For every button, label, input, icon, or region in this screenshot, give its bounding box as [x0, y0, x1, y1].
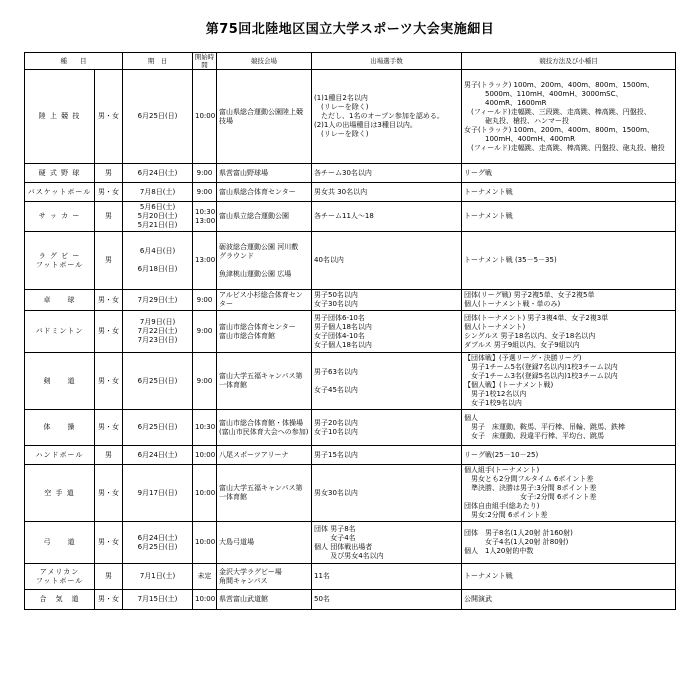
method-cell: トーナメント戦	[462, 564, 676, 590]
time-cell: 9:00	[193, 164, 217, 183]
table-row	[25, 410, 676, 446]
players-cell: 男子63名以内 女子45名以内	[312, 353, 462, 410]
venue-cell: 大島弓道場	[217, 522, 312, 564]
players-cell: 各チーム11人～18	[312, 202, 462, 232]
sport-cell: バドミントン	[25, 311, 95, 353]
method-cell: 団体(トーナメント) 男子3複4単、女子2複3単 個人(トーナメント) シングルス 男子18名以内、女子18名以内 ダブルス 男子9組以内、女子9組以内	[462, 311, 676, 353]
venue-cell: 八尾スポーツアリーナ	[217, 446, 312, 465]
date-cell: 7月1日(土)	[123, 564, 193, 590]
date-cell: 6月25日(日)	[123, 70, 193, 164]
method-cell: 団体(リーグ戦) 男子2複5単、女子2複5単 個人(トーナメント戦・単のみ)	[462, 290, 676, 311]
sport-cell: 空 手 道	[25, 465, 95, 522]
time-cell: 10:00	[193, 522, 217, 564]
date-cell: 6月25日(日)	[123, 410, 193, 446]
players-cell: 40名以内	[312, 232, 462, 290]
players-cell: 各チーム30名以内	[312, 164, 462, 183]
table-row	[25, 522, 676, 564]
header-start-time: 開始時間	[193, 53, 217, 70]
table-row	[25, 290, 676, 311]
venue-cell: 金沢大学ラグビー場 角間キャンパス	[217, 564, 312, 590]
venue-cell: 富山県総合運動公園陸上競技場	[217, 70, 312, 164]
date-cell: 6月24日(土)	[123, 446, 193, 465]
method-cell: 【団体戦】(予選リーグ・決勝リーグ) 男子1チーム5名(登録7名以内)1校3チーム以内 女子1チーム3名(登録5名以内)1校3チーム以内 【個人戦】(トーナメント戦) 男子1校12名以内 女子1校9名以内	[462, 353, 676, 410]
header-date: 期 日	[123, 53, 193, 70]
players-cell: 男女30名以内	[312, 465, 462, 522]
sport-cell: 陸 上 競 技	[25, 70, 95, 164]
time-cell: 10:00	[193, 465, 217, 522]
sport-cell: バスケットボール	[25, 183, 95, 202]
table-row	[25, 70, 676, 164]
date-cell: 7月29日(土)	[123, 290, 193, 311]
players-cell: 11名	[312, 564, 462, 590]
method-cell: リーグ戦(25－10－25)	[462, 446, 676, 465]
gender-cell: 男・女	[95, 290, 123, 311]
venue-cell: アルビス小杉総合体育センター	[217, 290, 312, 311]
date-cell: 7月15日(土)	[123, 590, 193, 610]
gender-cell: 男	[95, 202, 123, 232]
header-sport: 種 目	[25, 53, 123, 70]
method-cell: トーナメント戦 (35－5－35)	[462, 232, 676, 290]
time-cell: 10:00	[193, 590, 217, 610]
gender-cell: 男・女	[95, 311, 123, 353]
time-cell: 9:00	[193, 183, 217, 202]
venue-cell: 富山県立総合運動公園	[217, 202, 312, 232]
sport-cell: アメリカン フットボール	[25, 564, 95, 590]
method-cell: 団体 男子8名(1人20射 計160射) 女子4名(1人20射 計80射) 個人 1人20射的中数	[462, 522, 676, 564]
table-row	[25, 353, 676, 410]
sport-cell: サ ッ カ ー	[25, 202, 95, 232]
date-cell: 7月9日(日) 7月22日(土) 7月23日(日)	[123, 311, 193, 353]
table-row	[25, 183, 676, 202]
method-cell: トーナメント戦	[462, 183, 676, 202]
table-row	[25, 446, 676, 465]
sport-cell: 合 気 道	[25, 590, 95, 610]
time-cell: 9:00	[193, 290, 217, 311]
time-cell: 10:30	[193, 410, 217, 446]
gender-cell: 男・女	[95, 70, 123, 164]
gender-cell: 男・女	[95, 590, 123, 610]
header-players: 出場選手数	[312, 53, 462, 70]
players-cell: 男子20名以内 女子10名以内	[312, 410, 462, 446]
method-cell: 個人組手(トーナメント) 男女とも2分間フルタイム 6ポイント差 準決勝、決勝は男子:3分間 8ポイント差 女子:2分間 6ポイント差 団体自由組手(総あたり) 男女:2分間 6ポイント差	[462, 465, 676, 522]
date-cell: 6月24日(土)	[123, 164, 193, 183]
table-row	[25, 564, 676, 590]
method-cell: トーナメント戦	[462, 202, 676, 232]
players-cell: 男子団体6-10名 男子個人18名以内 女子団体4-10名 女子個人18名以内	[312, 311, 462, 353]
players-cell: 50名	[312, 590, 462, 610]
venue-cell: 富山大学五福キャンパス第 一体育館	[217, 353, 312, 410]
time-cell: 9:00	[193, 353, 217, 410]
header-row	[25, 53, 676, 70]
table-row	[25, 465, 676, 522]
players-cell: 団体 男子8名 女子4名 個人 団体戦出場者 及び男女4名以内	[312, 522, 462, 564]
table-row	[25, 202, 676, 232]
header-venue: 競技会場	[217, 53, 312, 70]
venue-cell: 富山市総合体育センター 富山市総合体育館	[217, 311, 312, 353]
page-title: 第75回北陸地区国立大学スポーツ大会実施細目	[205, 22, 495, 37]
gender-cell: 男	[95, 232, 123, 290]
gender-cell: 男・女	[95, 410, 123, 446]
time-cell: 未定	[193, 564, 217, 590]
method-cell: 公開演武	[462, 590, 676, 610]
players-cell: 男子50名以内 女子30名以内	[312, 290, 462, 311]
time-cell: 13:00	[193, 232, 217, 290]
table-row	[25, 311, 676, 353]
gender-cell: 男・女	[95, 522, 123, 564]
time-cell: 10:00	[193, 70, 217, 164]
gender-cell: 男・女	[95, 465, 123, 522]
sport-cell: ラ グ ビ ー フットボール	[25, 232, 95, 290]
header-method: 競技方法及び小種目	[462, 53, 676, 70]
sport-cell: ハンドボール	[25, 446, 95, 465]
method-cell: 個人 男子 床運動、鞍馬、平行棒、吊輪、跳馬、鉄棒 女子 床運動、段違平行棒、平均台、跳馬	[462, 410, 676, 446]
venue-cell: 砺波総合運動公園 河川敷 グラウンド 魚津桃山運動公園 広場	[217, 232, 312, 290]
time-cell: 10:00	[193, 446, 217, 465]
date-cell: 7月8日(土)	[123, 183, 193, 202]
players-cell: 男子15名以内	[312, 446, 462, 465]
gender-cell: 男	[95, 164, 123, 183]
venue-cell: 富山県総合体育センター	[217, 183, 312, 202]
gender-cell: 男・女	[95, 183, 123, 202]
venue-cell: 富山市総合体育館・体操場 (富山市民体育大会への参加)	[217, 410, 312, 446]
date-cell: 6月25日(日)	[123, 353, 193, 410]
players-cell: 男女共 30名以内	[312, 183, 462, 202]
table-row	[25, 590, 676, 610]
method-cell: リーグ戦	[462, 164, 676, 183]
date-cell: 6月4日(日) 6月18日(日)	[123, 232, 193, 290]
venue-cell: 県営富山野球場	[217, 164, 312, 183]
sport-cell: 弓 道	[25, 522, 95, 564]
venue-cell: 富山大学五福キャンパス第 一体育館	[217, 465, 312, 522]
schedule-table	[24, 52, 676, 610]
gender-cell: 男・女	[95, 353, 123, 410]
sport-cell: 体 操	[25, 410, 95, 446]
gender-cell: 男	[95, 564, 123, 590]
venue-cell: 県営富山武道館	[217, 590, 312, 610]
table-row	[25, 232, 676, 290]
gender-cell: 男	[95, 446, 123, 465]
time-cell: 10:30 13:00	[193, 202, 217, 232]
players-cell: (1)1種目2名以内 (リレーを除く) ただし、1名のオープン参加を認める。 (2)1人の出場種目は3種目以内。 (リレーを除く)	[312, 70, 462, 164]
date-cell: 6月24日(土) 6月25日(日)	[123, 522, 193, 564]
date-cell: 5月6日(土) 5月20日(土) 5月21日(日)	[123, 202, 193, 232]
sport-cell: 硬 式 野 球	[25, 164, 95, 183]
time-cell: 9:00	[193, 311, 217, 353]
method-cell: 男子(トラック) 100m、200m、400m、800m、1500m、 5000m、110mH、400mH、3000mSC、 400mR、1600mR (フィールド)走幅跳、三段跳、走高跳、棒高跳、円盤投、 砲丸投、槍投、ハンマー投 女子(トラック) 100m、200m、400m、800m、1500m、 100mH、400mH、400mR (フィールド)走幅跳、走高跳、棒高跳、円盤投、砲丸投、槍投	[462, 70, 676, 164]
table-row	[25, 164, 676, 183]
sport-cell: 卓 球	[25, 290, 95, 311]
date-cell: 9月17日(日)	[123, 465, 193, 522]
sport-cell: 剣 道	[25, 353, 95, 410]
